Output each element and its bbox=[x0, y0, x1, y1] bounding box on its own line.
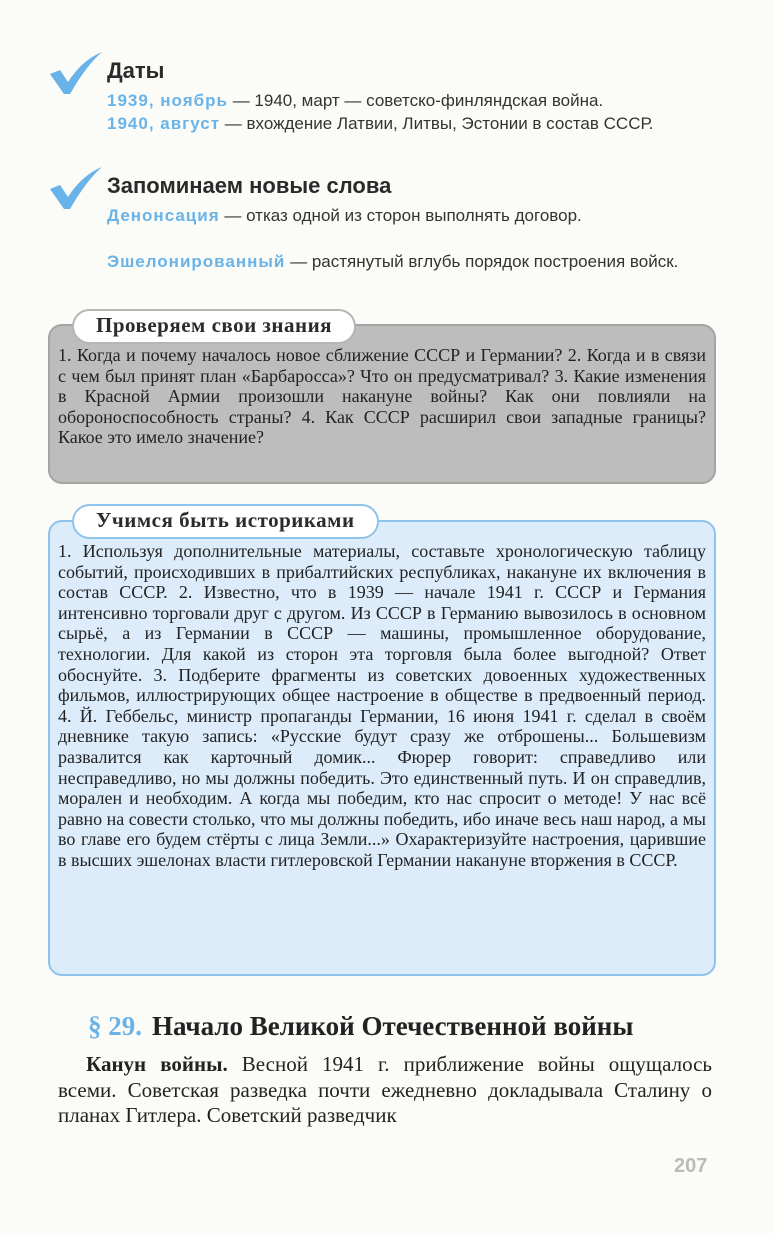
word-item bbox=[107, 250, 711, 273]
word-text: — растянутый вглубь порядок построения войск. bbox=[290, 252, 679, 271]
chapter-title: Начало Великой Отечественной войны bbox=[152, 1011, 634, 1041]
word-term: Денонсация bbox=[107, 206, 220, 225]
chapter-heading bbox=[88, 1011, 633, 1042]
chapter-text: Весной 1941 г. приближение войны ощущалось всеми. Советская разведка почти ежедневно докладывала Сталину о планах Гитлера. Советский разведчик bbox=[58, 1052, 712, 1127]
historians-title: Учимся быть историками bbox=[72, 504, 379, 539]
dates-heading: Даты bbox=[107, 58, 165, 83]
words-heading: Запоминаем новые слова bbox=[107, 173, 392, 198]
date-item bbox=[107, 112, 711, 135]
date-text: — 1940, март — советско-финляндская война. bbox=[232, 91, 604, 110]
check-knowledge-text: 1. Когда и почему началось новое сближение СССР и Германии? 2. Когда и в связи с чем был принят план «Барбаросса»? Что он предусматривал? 3. Какие изменения в Красной Армии произошли накануне войны? Как они повлияли на обороноспособность страны? 4. Как СССР расширил свои западные границы? Какое это имело значение? bbox=[58, 345, 706, 448]
word-term: Эшелонированный bbox=[107, 252, 286, 271]
check-knowledge-title: Проверяем свои знания bbox=[72, 309, 356, 344]
word-item bbox=[107, 204, 711, 227]
chapter-lead: Канун войны. bbox=[86, 1052, 228, 1076]
historians-text: 1. Используя дополнительные материалы, составьте хронологическую таблицу событий, происходивших в прибалтийских республиках, накануне их включения в состав СССР. 2. Известно, что в 1939 — начале 1941 г. СССР и Германия интенсивно торговали друг с другом. Из СССР в Германию вывозилось в основном сырьё, а из Германии в СССР — машины, промышленное оборудование, технологии. Для какой из сторон эта торговля была более выгодной? Ответ обоснуйте. 3. Подберите фрагменты из советских довоенных художественных фильмов, иллюстрирующих общее настроение в обществе в предвоенный период. 4. Й. Геббельс, министр пропаганды Германии, 16 июня 1941 г. сделал в своём дневнике такую запись: «Русские будут сразу же отброшены... Большевизм развалится как карточный домик... Фюрер говорит: справедливо или несправедливо, но мы должны победить. Это единственный путь. И он справедлив, морален и необходим. А когда мы победим, кто нас спросит о методе! У нас всё равно на совести столько, что мы должны победить, ибо иначе весь наш народ, а мы во главе его будем стёрты с лица Земли...» Охарактеризуйте настроения, царившие в высших эшелонах власти гитлеровской Германии накануне вторжения в СССР. bbox=[58, 541, 706, 870]
chapter-number: § 29. bbox=[88, 1011, 142, 1041]
date-item bbox=[107, 89, 711, 112]
word-text: — отказ одной из сторон выполнять договор. bbox=[224, 206, 582, 225]
chapter-body bbox=[58, 1052, 712, 1129]
page-number: 207 bbox=[674, 1155, 708, 1177]
date-text: — вхождение Латвии, Литвы, Эстонии в состав СССР. bbox=[224, 114, 654, 133]
checkmark-icon bbox=[46, 50, 106, 96]
checkmark-icon bbox=[46, 165, 106, 211]
date-term: 1939, ноябрь bbox=[107, 91, 228, 110]
date-term: 1940, август bbox=[107, 114, 221, 133]
